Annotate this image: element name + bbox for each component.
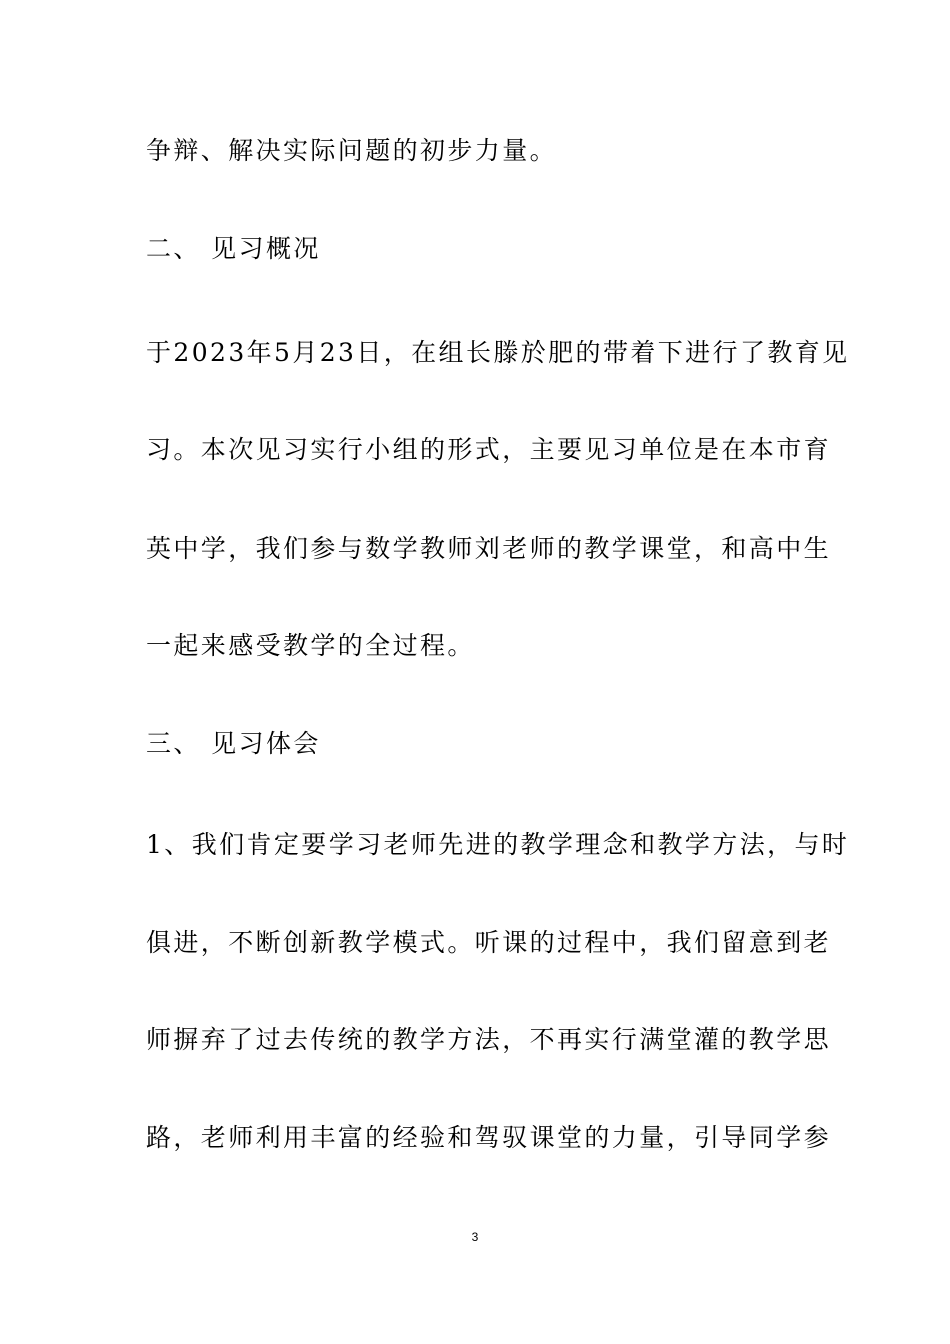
text-line-3: 于2023年5月23日，在组长滕於肥的带着下进行了教育见 xyxy=(146,338,850,367)
text-line-8: 1、我们肯定要学习老师先进的教学理念和教学方法，与时 xyxy=(146,830,850,859)
text-line-1: 争辩、解决实际问题的初步力量。 xyxy=(146,136,558,165)
page-number: 3 xyxy=(471,1230,479,1244)
text-line-6: 一起来感受教学的全过程。 xyxy=(146,631,475,660)
section-heading-overview: 二、 见习概况 xyxy=(146,234,321,263)
text-line-5: 英中学，我们参与数学教师刘老师的教学课堂，和高中生 xyxy=(146,534,832,563)
section-heading-experience: 三、 见习体会 xyxy=(146,729,321,758)
text-line-11: 路，老师利用丰富的经验和驾驭课堂的力量，引导同学参 xyxy=(146,1123,832,1152)
text-line-4: 习。本次见习实行小组的形式，主要见习单位是在本市育 xyxy=(146,435,832,464)
text-line-10: 师摒弃了过去传统的教学方法，不再实行满堂灌的教学思 xyxy=(146,1025,832,1054)
text-line-9: 俱进，不断创新教学模式。听课的过程中，我们留意到老 xyxy=(146,928,832,957)
